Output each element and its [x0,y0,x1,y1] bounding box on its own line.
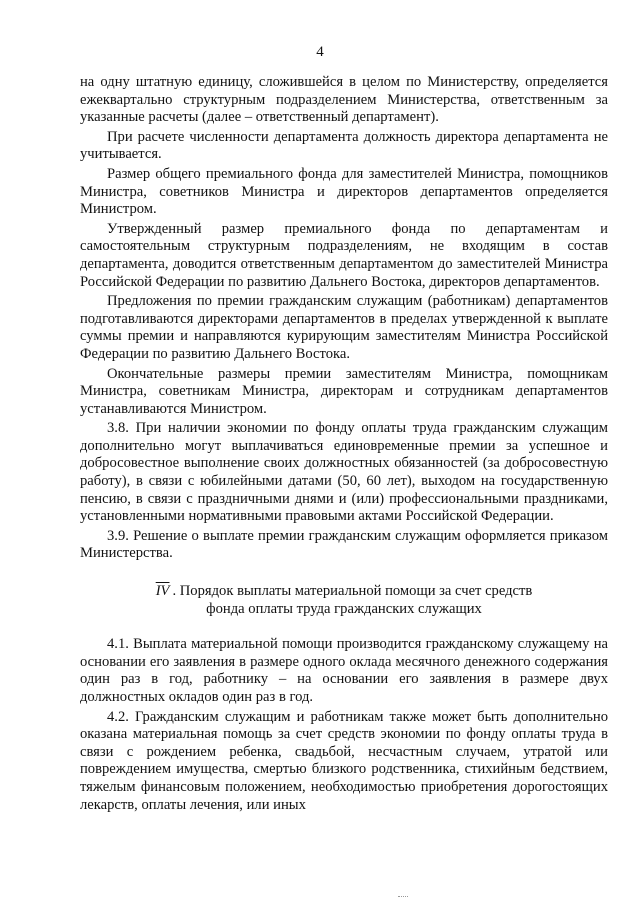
paragraph: 3.9. Решение о выплате премии гражданским служащим оформляется приказом Министерства. [80,527,608,562]
section-heading: $\overline{IV}$ . Порядок выплаты материальной помощи за счет средств фонда оплаты труда гражданских служащих [155,583,533,617]
paragraphs-before-section [80,74,608,563]
section-heading-line-1: Порядок выплаты материальной помощи за счет средств [179,583,533,600]
paragraphs-after-section [80,636,608,814]
document-body [80,74,608,816]
paragraph: Размер общего премиального фонда для заместителей Министра, помощников Министра, советников Министра и директоров департаментов определяется Министром. [80,165,608,218]
section-heading-line-2: фонда оплаты труда гражданских служащих [206,600,482,617]
paragraph: на одну штатную единицу, сложившейся в целом по Министерству, определяется ежеквартально структурным подразделением Министерства, ответственным за указанные расчеты (далее – ответственный департамент). [80,74,608,126]
scan-artifact-mark [398,896,408,899]
paragraph: Утвержденный размер премиального фонда по департаментам и самостоятельным структурным подразделениям, не входящим в состав департамента, доводится ответственным департаментом до заместителей Министра Российской Федерации по развитию Дальнего Востока, директоров департаментов. [80,220,608,290]
page-number: 4 [316,44,324,60]
section-roman-numeral: $\overline{IV}$ [155,583,170,600]
paragraph: 4.2. Гражданским служащим и работникам также может быть дополнительно оказана материальная помощь за счет средств экономии по фонду оплаты труда в связи с рождением ребенка, свадьбой, несчастным случаем, утратой или повреждением имущества, смертью близкого родственника, стихийным бедствием, тяжелым финансовым положением, необходимостью приобретения дорогостоящих лекарств, оплаты лечения, или иных [80,708,608,813]
paragraph: При расчете численности департамента должность директора департамента не учитывается. [80,128,608,163]
paragraph: Предложения по премии гражданским служащим (работникам) департаментов подготавливаются директорами департаментов в пределах утвержденной к выплате суммы премии и направляются курирующим заместителям Министра Российской Федерации по развитию Дальнего Востока. [80,293,608,362]
paragraph: 3.8. При наличии экономии по фонду оплаты труда гражданским служащим дополнительно могут выплачиваться единовременные премии за успешное и добросовестное выполнение своих должностных обязанностей (за добросовестную работу), в связи с юбилейными датами (50, 60 лет), выходом на государственную пенсию, в связи с праздничными днями и (или) профессиональными праздниками, установленными нормативными правовыми актами Российской Федерации. [80,420,608,525]
paragraph: 4.1. Выплата материальной помощи производится гражданскому служащему на основании его заявления в размере одного оклада месячного денежного содержания один раз в год, работнику – на основании его заявления в размере двух должностных окладов один раз в год. [80,636,608,705]
paragraph: Окончательные размеры премии заместителям Министра, помощникам Министра, советникам Министра, директорам и сотрудникам департаментов устанавливаются Министром. [80,365,608,417]
